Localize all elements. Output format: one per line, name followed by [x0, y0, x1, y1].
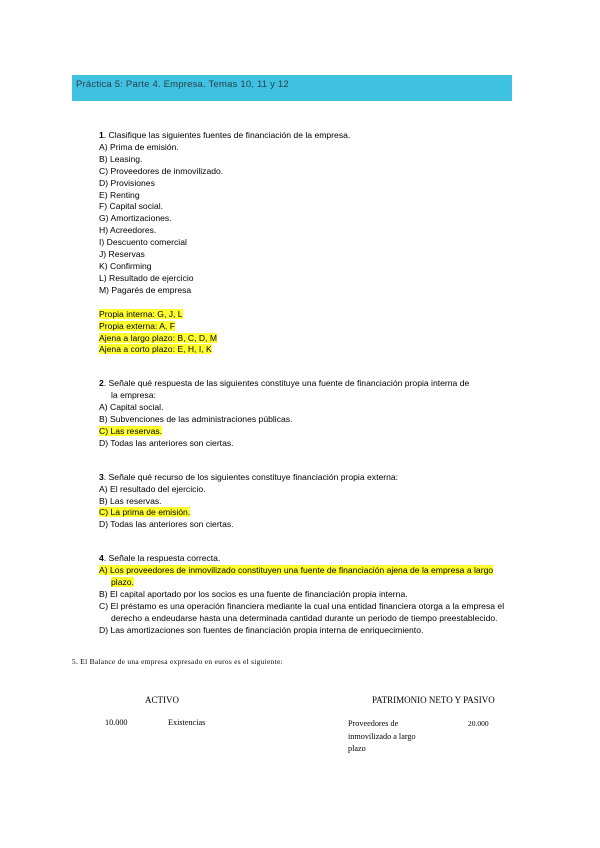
pasivo-label-line: plazo — [348, 744, 366, 754]
answer-highlight: Ajena a corto plazo: E, H, I, K — [99, 344, 212, 355]
question-2 — [99, 378, 529, 390]
option: E) Renting — [99, 189, 140, 200]
option-correct-continued: plazo. — [111, 577, 134, 588]
option: L) Resultado de ejercicio — [99, 272, 194, 283]
activo-label: Existencias — [168, 718, 206, 727]
option: D) Todas las anteriores son ciertas. — [99, 519, 234, 530]
option: A) El resultado del ejercicio. — [99, 483, 206, 494]
answer-highlight: Propia externa: A, F — [99, 320, 175, 331]
balance-section — [72, 657, 542, 754]
option-correct: C) Las reservas. — [99, 425, 163, 436]
answer-highlight: Propia interna: G, J, L — [99, 308, 183, 319]
header-bar — [72, 75, 512, 101]
pasivo-label-line: inmovilizado a largo — [348, 731, 416, 741]
question-number: 2 — [99, 378, 104, 389]
option: D) Provisiones — [99, 177, 155, 188]
option: H) Acreedores. — [99, 225, 157, 236]
option-correct: A) Los proveedores de inmovilizado constituyen una fuente de financiación ajena de la empresa a largo — [99, 565, 494, 576]
question-number: 4 — [99, 553, 104, 564]
option: J) Reservas — [99, 249, 145, 260]
option: G) Amortizaciones. — [99, 213, 172, 224]
question-text: . Señale qué recurso de los siguientes constituye financiación propia externa: — [103, 471, 399, 482]
option: D) Todas las anteriores son ciertas. — [99, 437, 234, 448]
question-3 — [99, 472, 529, 484]
option-continued: derecho a endeudarse hasta una determinada cantidad durante un periodo de tiempo preestablecido. — [111, 612, 498, 623]
option: A) Prima de emisión. — [99, 141, 179, 152]
activo-header: ACTIVO — [145, 695, 179, 705]
option: K) Confirming — [99, 260, 152, 271]
option: C) Proveedores de inmovilizado. — [99, 165, 224, 176]
pasivo-label — [348, 718, 438, 756]
pasivo-header: PATRIMONIO NETO Y PASIVO — [372, 695, 495, 705]
answer-highlight: Ajena a largo plazo: B, C, D, M — [99, 332, 217, 343]
option: M) Pagarés de empresa — [99, 284, 192, 295]
question-text: . Clasifique las siguientes fuentes de financiación de la empresa. — [103, 130, 351, 140]
option: F) Capital social. — [99, 201, 163, 212]
question-4 — [99, 553, 529, 565]
question-number: 1 — [99, 130, 104, 140]
option: B) Las reservas. — [99, 495, 162, 506]
question-5-text: 5. El Balance de una empresa expresado en euros es el siguiente: — [72, 657, 283, 666]
option: A) Capital social. — [99, 402, 164, 413]
question-number: 3 — [99, 471, 104, 482]
option: D) Las amortizaciones son fuentes de financiación propia interna de enriquecimiento. — [99, 624, 424, 635]
option: B) El capital aportado por los socios es una fuente de financiación propia interna. — [99, 589, 408, 599]
question-text: . Señale la respuesta correcta. — [103, 553, 221, 564]
question-1 — [99, 130, 529, 142]
option: C) El préstamo es una operación financiera mediante la cual una entidad financiera otorga a la empresa el — [99, 600, 505, 611]
option-correct: C) La prima de emisión. — [99, 507, 191, 518]
option: I) Descuento comercial — [99, 237, 187, 248]
pasivo-label-line: Proveedores de — [348, 719, 399, 728]
question-text: . Señale qué respuesta de las siguientes constituye una fuente de financiación propia interna de — [103, 378, 470, 389]
question-text-continued: la empresa: — [111, 390, 156, 401]
activo-amount: 10.000 — [105, 718, 128, 727]
option: B) Leasing. — [99, 153, 143, 164]
option: B) Subvenciones de las administraciones públicas. — [99, 414, 293, 425]
pasivo-amount: 20.000 — [468, 719, 489, 728]
page-title: Práctica 5: Parte 4. Empresa. Temas 10, 11 y 12 — [76, 79, 289, 90]
document-body — [99, 130, 529, 637]
